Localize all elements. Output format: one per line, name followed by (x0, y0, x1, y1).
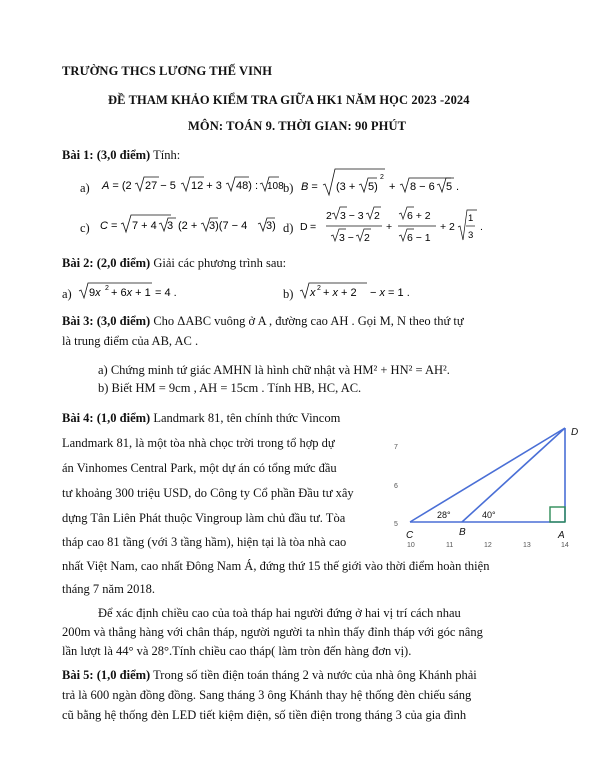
bai5-label: Bài 5: (62, 668, 94, 682)
bai2-points: (2,0 điểm) (96, 256, 151, 270)
bai2-prompt: Giải các phương trình sau: (153, 256, 287, 270)
bai5-text-1: trả là 600 ngàn đồng đồng. Sang tháng 3 ông Khánh thay hệ thống đèn chiếu sáng (62, 688, 472, 702)
bai2-a-expression (78, 280, 188, 304)
bai4-text-8: Để xác định chiều cao của toà tháp hai người đứng ở hai vị trí cách nhau (98, 606, 461, 620)
x-tick-11: 11 (446, 542, 454, 549)
svg-text:(2 +: (2 + (178, 220, 198, 232)
svg-text:108: 108 (267, 181, 284, 192)
bai4-text-4: dựng Tân Liên Phát thuộc Vingroup làm chủ đầu tư. Tòa (62, 511, 346, 525)
svg-text:3 −: 3 − (339, 232, 354, 244)
bai1-a-expression (102, 174, 284, 200)
svg-text:3: 3 (167, 220, 174, 232)
svg-text:2: 2 (317, 285, 321, 292)
bai2-a-label: a) (62, 287, 72, 301)
bai3-item-a: a) Chứng minh tứ giác AMHN là hình chữ nhật và HM² + HN² = AH². (98, 363, 450, 377)
bai2-label: Bài 2: (62, 256, 94, 270)
svg-text:2: 2 (326, 210, 332, 222)
x-tick-12: 12 (484, 542, 492, 549)
bai1-d-label: d) (283, 221, 294, 235)
y-tick-7: 7 (394, 444, 398, 451)
svg-text:2: 2 (374, 210, 380, 222)
angle-label-40: 40° (482, 510, 496, 520)
bai1-heading (62, 148, 180, 163)
bai1-c-expression (100, 212, 276, 240)
bai2-b-label: b) (283, 287, 294, 301)
svg-text:6 − 1: 6 − 1 (407, 232, 431, 244)
svg-text:2: 2 (380, 174, 384, 181)
bai5-text-2: cũ bằng hệ thống đèn LED tiết kiệm điện, số tiền điện trong tháng 3 của gia đình (62, 708, 467, 722)
bai4-label: Bài 4: (62, 411, 94, 425)
exam-title: ĐỀ THAM KHẢO KIỂM TRA GIỮA HK1 NĂM HỌC 2023 -2024 (108, 93, 470, 107)
y-tick-6: 6 (394, 483, 398, 490)
svg-text:2: 2 (105, 285, 109, 292)
svg-text:(3 +: (3 + (336, 181, 356, 193)
bai2-b-expression (299, 280, 419, 304)
bai1-b-label: b) (283, 181, 294, 195)
bai5-points: (1,0 điểm) (96, 668, 151, 682)
angle-label-28: 28° (437, 510, 451, 520)
svg-text:9x: 9x (89, 287, 101, 299)
point-d: D (571, 427, 579, 438)
bai1-b-expression (301, 166, 461, 200)
svg-text:=: = (310, 221, 317, 233)
svg-text:+ x + 2: + x + 2 (323, 287, 357, 299)
svg-text:.: . (456, 181, 460, 193)
svg-text:C =: C = (100, 220, 118, 232)
bai1-a-label: a) (80, 181, 90, 195)
svg-text:3 − 3: 3 − 3 (340, 210, 364, 222)
svg-text:3)(7 − 4: 3)(7 − 4 (209, 220, 248, 232)
sight-line-c (410, 428, 565, 522)
bai3-text-1: Cho ΔABC vuông ở A , đường cao AH . Gọi M, N theo thứ tự (153, 314, 464, 328)
right-angle-marker (550, 507, 565, 522)
svg-text:B =: B = (301, 181, 318, 193)
tower-figure (390, 418, 590, 553)
bai4-text-1: Landmark 81, là một tòa nhà chọc trời trong tổ hợp dự (62, 436, 335, 450)
bai4-text-3: tư khoảng 300 triệu USD, do Công ty Cổ phần Đầu tư xây (62, 486, 354, 500)
bai1-points: (3,0 điểm) (96, 148, 151, 162)
bai1-d-expression (300, 203, 490, 249)
svg-text:6 + 2: 6 + 2 (407, 210, 431, 222)
svg-text:+ 2: + 2 (440, 221, 455, 233)
svg-text:3: 3 (468, 230, 474, 241)
svg-text:3): 3) (266, 220, 276, 232)
svg-text:= 4 .: = 4 . (155, 287, 177, 299)
bai1-label: Bài 1: (62, 148, 94, 162)
bai5-text-0: Trong số tiền điện toán tháng 2 và nước của nhà ông Khánh phải (153, 668, 477, 682)
bai4-text-9: 200m và thẳng hàng với chân tháp, người người ta nhìn thấy đỉnh tháp với góc nâng (62, 625, 483, 639)
bai4-text-2: án Vinhomes Central Park, một dự án có tổng mức đầu (62, 461, 337, 475)
bai4-text-5: tháp cao 81 tầng (với 3 tầng hầm), hiện tại là tòa nhà cao (62, 535, 347, 549)
x-tick-13: 13 (523, 542, 531, 549)
svg-text:A = (2: A = (2 (102, 180, 132, 192)
point-a: A (558, 530, 565, 541)
bai4-text-6: nhất Việt Nam, cao nhất Đông Nam Á, đứng thứ 15 thế giới vào thời điểm hoàn thiện (62, 559, 490, 573)
svg-text:5: 5 (446, 181, 453, 193)
bai3-label: Bài 3: (62, 314, 94, 328)
point-c: C (406, 530, 414, 541)
x-tick-14: 14 (561, 542, 569, 549)
bai5-line1 (62, 668, 477, 683)
x-tick-10: 10 (407, 542, 415, 549)
bai1-d-name: D (300, 221, 308, 233)
svg-text:12 + 3: 12 + 3 (191, 180, 222, 192)
svg-text:x: x (310, 287, 316, 299)
bai1-prompt: Tính: (153, 148, 181, 162)
svg-text:8 − 6: 8 − 6 (410, 181, 435, 193)
bai1-c-label: c) (80, 221, 90, 235)
bai4-line1 (62, 411, 340, 426)
bai4-text-0: Landmark 81, tên chính thức Vincom (153, 411, 341, 425)
svg-text:1: 1 (468, 213, 474, 224)
svg-text:+: + (386, 221, 393, 233)
school-name: TRƯỜNG THCS LƯƠNG THẾ VINH (62, 64, 273, 78)
bai4-text-10: lần lượt là 44° và 28°.Tính chiều cao tháp( làm tròn đến hàng đơn vị). (62, 644, 412, 658)
bai2-heading (62, 256, 286, 271)
bai3-line2: là trung điểm của AB, AC . (62, 334, 199, 348)
bai3-line1 (62, 314, 464, 329)
svg-text:− x = 1 .: − x = 1 . (370, 287, 410, 299)
bai1-b-name: B (301, 181, 309, 193)
svg-text:+: + (389, 181, 396, 193)
subject-line: MÔN: TOÁN 9. THỜI GIAN: 90 PHÚT (188, 119, 407, 133)
svg-text:27 − 5: 27 − 5 (145, 180, 176, 192)
svg-text:5): 5) (368, 181, 378, 193)
svg-text:+ 6x + 1: + 6x + 1 (111, 287, 151, 299)
svg-text:48) :: 48) : (236, 180, 259, 192)
bai3-points: (3,0 điểm) (96, 314, 151, 328)
bai3-item-b: b) Biết HM = 9cm , AH = 15cm . Tính HB, HC, AC. (98, 381, 362, 395)
svg-text:.: . (480, 221, 483, 233)
svg-text:7 + 4: 7 + 4 (132, 220, 157, 232)
point-b: B (459, 527, 466, 538)
y-tick-5: 5 (394, 521, 398, 528)
svg-text:2: 2 (364, 232, 370, 244)
bai4-points: (1,0 điểm) (96, 411, 151, 425)
bai4-text-7: tháng 7 năm 2018. (62, 582, 156, 596)
